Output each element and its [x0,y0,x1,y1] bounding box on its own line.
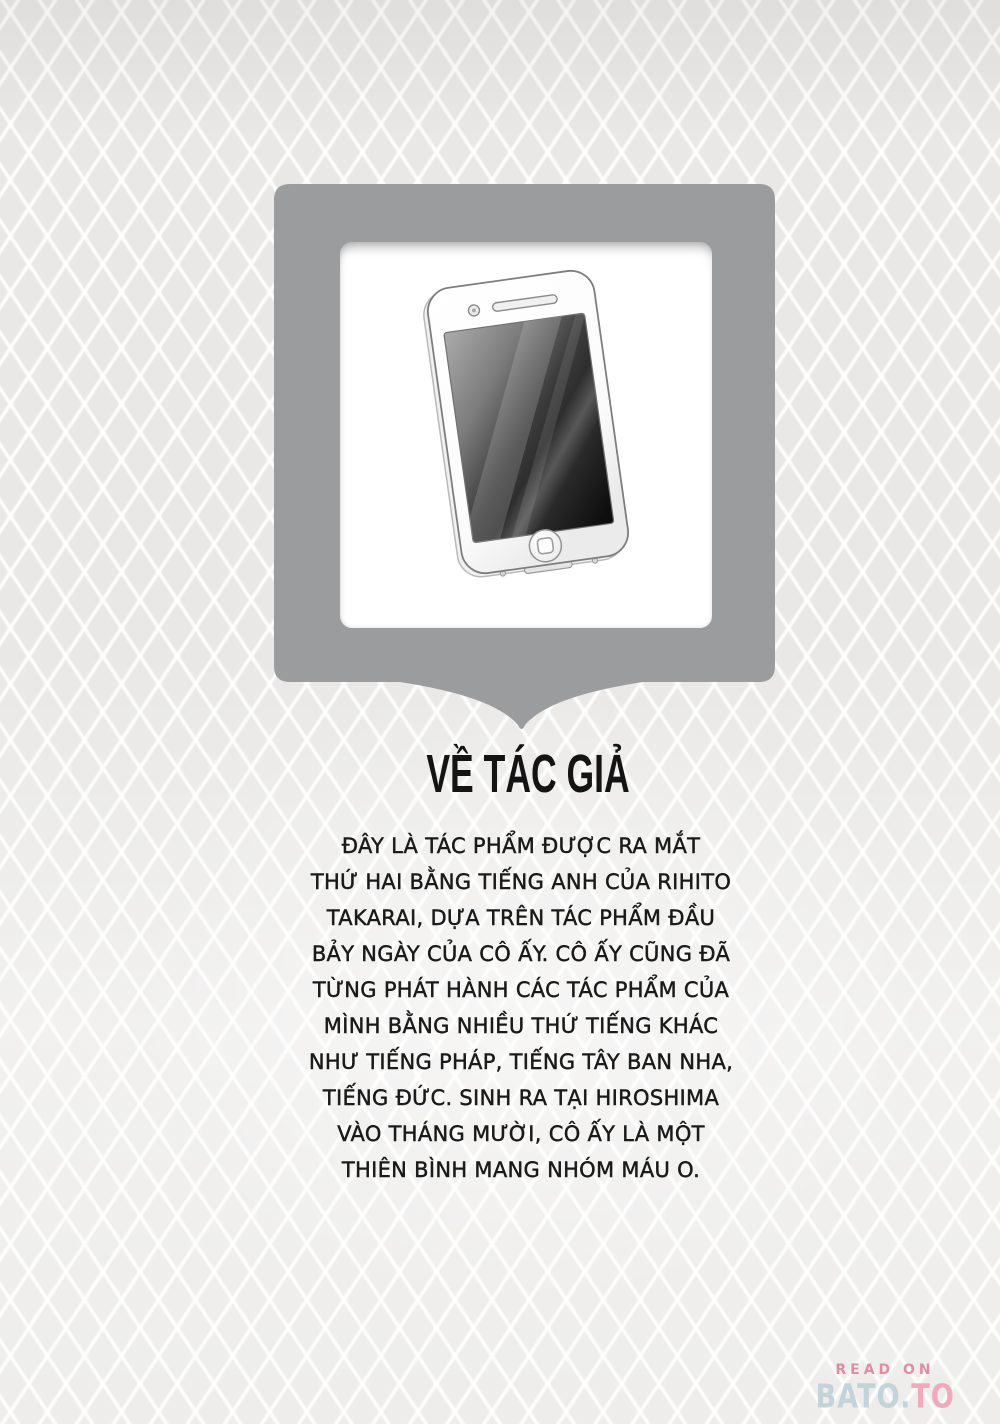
phone-home-button-square [537,537,554,554]
about-line: THỨ HAI BẰNG TIẾNG ANH CỦA RIHITO [310,870,732,894]
about-author-paragraph [21,828,1000,1188]
page-title: VỀ TÁC GIẢ [426,745,630,805]
watermark-site-blue: BATO. [815,1378,912,1416]
about-line: ĐÂY LÀ TÁC PHẨM ĐƯỢC RA MẮT [341,834,701,858]
about-line: NHƯ TIẾNG PHÁP, TIẾNG TÂY BAN NHA, [308,1050,734,1074]
watermark-site-pink: TO [911,1378,955,1416]
about-line: BẢY NGÀY CỦA CÔ ẤY. CÔ ẤY CŨNG ĐÃ [311,942,731,966]
about-line: TAKARAI, DỰA TRÊN TÁC PHẨM ĐẦU [326,906,716,930]
smartphone-illustration [340,242,712,628]
about-line: TIẾNG ĐỨC. SINH RA TẠI HIROSHIMA [322,1086,720,1110]
watermark-site-name [815,1378,954,1416]
watermark-read-on-label: READ ON [835,1362,935,1378]
photo-box [340,242,712,628]
about-line: VÀO THÁNG MƯỜI, CÔ ẤY LÀ MỘT [337,1122,705,1146]
about-line: THIÊN BÌNH MANG NHÓM MÁU O. [341,1158,701,1182]
about-line: MÌNH BẰNG NHIỀU THỨ TIẾNG KHÁC [323,1014,719,1038]
about-line: TỪNG PHÁT HÀNH CÁC TÁC PHẨM CỦA [312,978,730,1002]
site-watermark [780,1362,990,1416]
